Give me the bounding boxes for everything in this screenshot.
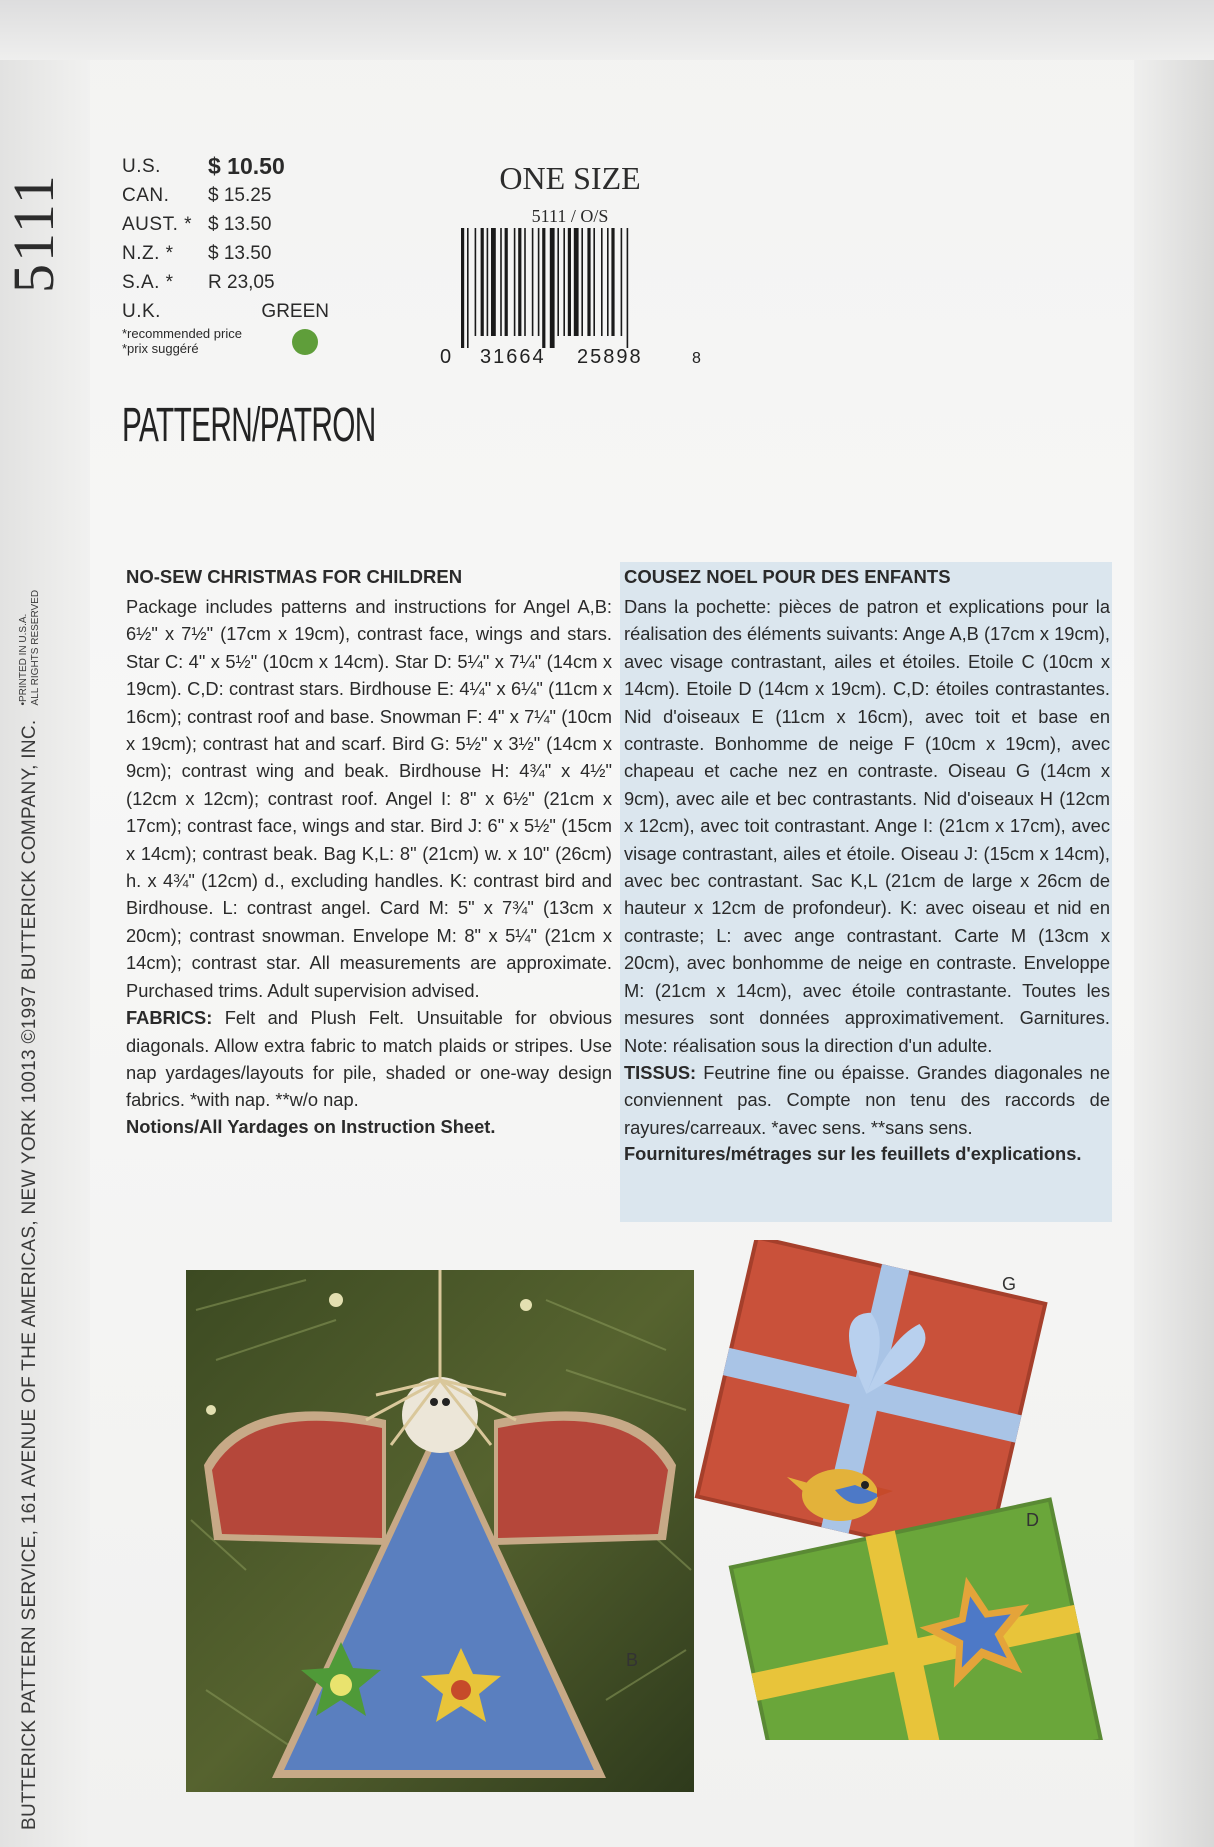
barcode-bar	[587, 228, 590, 336]
suggested-price-note: *prix suggéré	[122, 341, 199, 356]
english-notions: Notions/All Yardages on Instruction Sheet.	[126, 1115, 496, 1137]
price-value: $ 13.50	[208, 242, 272, 264]
price-row	[122, 297, 332, 326]
price-value: $ 13.50	[208, 213, 272, 235]
barcode-bar	[627, 228, 629, 348]
barcode-bar	[487, 228, 489, 336]
barcode-lead-digit: 0	[440, 346, 452, 368]
figure-letter-b: B	[626, 1650, 639, 1670]
french-title: COUSEZ NOEL POUR DES ENFANTS	[624, 566, 951, 587]
figure-letter-d: D	[1026, 1510, 1039, 1530]
price-row	[122, 239, 332, 268]
barcode-bar	[563, 228, 565, 336]
side-credit-line	[10, 390, 50, 1830]
barcode-bar	[542, 228, 545, 348]
size-code: 5111 / O/S	[531, 206, 609, 226]
barcode-bar	[538, 228, 540, 336]
fabrics-text: Felt and Plush Felt. Unsuitable for obvious diagonals. Allow extra fabric to match plaids or stripes. Use nap yardages/layouts for pile, shaded or one-way design fabrics. *with nap. **w/o nap.	[126, 1007, 612, 1111]
angel-ornament-photo	[186, 1270, 694, 1792]
side-credit-text: BUTTERICK PATTERN SERVICE, 161 AVENUE OF THE AMERICAS, NEW YORK 10013 ©1997 BUTTERICK COMPANY, INC.	[19, 719, 40, 1830]
gift-ornaments-photo	[690, 1240, 1110, 1740]
barcode-bar	[611, 228, 614, 336]
english-body: Package includes patterns and instructions for Angel A,B: 6½" x 7½" (17cm x 19cm), contrast face, wings and stars. Star C: 4" x 5½" (10cm x 14cm). Star D: 5¼" x 7¼" (14cm x 19cm). C,D: contrast stars. Birdhouse E: 4¼" x 6¼" (11cm x 16cm); contrast roof and base. Snowman F: 4" x 7¼" (10cm x 19cm); contrast hat and scarf. Bird G: 5½" x 3½" (14cm x 9cm); contrast wing and beak. Birdhouse H: 4¾" x 4½" (12cm x 12cm); contrast roof. Angel I: 8" x 6½" (21cm x 17cm); contrast face, wings and star. Bird J: 6" x 5½" (15cm x 14cm); contrast beak. Bag K,L: 8" (21cm) w. x 10" (26cm) h. x 4¾" (12cm) d., excluding handles. K: contrast bird and Birdhouse. L: contrast angel. Card M: 5" x 7¾" (13cm x 20cm); contrast snowman. Envelope M: 8" x 5¼" (21cm x 14cm); contrast star. All measurements are approximate. Purchased trims. Adult supervision advised.	[126, 596, 612, 1001]
printed-in-usa: •PRINTED IN U.S.A.	[18, 613, 29, 706]
price-country: U.K.	[122, 300, 161, 322]
price-row	[122, 210, 332, 239]
price-row	[122, 181, 332, 210]
figure-letter-g: G	[1002, 1274, 1017, 1294]
english-description	[126, 566, 612, 1140]
barcode-bar	[481, 228, 484, 336]
english-title: NO-SEW CHRISTMAS FOR CHILDREN	[126, 566, 463, 587]
price-country: AUST. *	[122, 213, 193, 235]
barcode-bar	[593, 228, 595, 336]
pattern-title: PATTERN/PATRON	[122, 399, 376, 452]
barcode-bar	[505, 228, 508, 336]
barcode-bar	[607, 228, 609, 336]
price-table	[122, 152, 332, 356]
price-value: R 23,05	[208, 271, 275, 293]
french-body: Dans la pochette: pièces de patron et explications pour la réalisation des éléments suivants: Ange A,B (17cm x 19cm), avec visage contrastant, ailes et étoiles. Etoile C (10cm x 14cm). Etoile D (14cm x 19cm). C,D: étoiles contrastantes. Nid d'oiseaux E (11cm x 16cm), avec toit et base en contraste. Bonhomme de neige F (10cm x 19cm), avec chapeau et cache nez en contraste. Oiseau G (14cm x 9cm), avec aile et bec contrastants. Nid d'oiseaux H (12cm x 12cm), avec toit contrastant. Ange I: (21cm x 17cm), avec visage contrastant, ailes et étoile. Oiseau J: (15cm x 14cm), avec bec contrastant. Sac K,L (21cm de large x 26cm de hauteur x 12cm de profondeur). K: avec oiseau et nid en contraste; L: avec ange contrastant. Carte M (13cm x 20cm), avec bonhomme de neige en contraste. Enveloppe M: (21cm x 14cm), avec étoile contrastante. Toutes les mesures sont données approximativement. Garnitures. Note: réalisation sous la direction d'un adulte.	[624, 596, 1110, 1056]
barcode-bar	[550, 228, 555, 348]
barcode-bar	[524, 228, 526, 336]
barcode-bar	[621, 228, 623, 336]
barcode-bar	[568, 228, 571, 336]
right-flap-edge	[1134, 60, 1214, 1847]
french-fabrics	[624, 1059, 1110, 1141]
barcode-check-digit: 8	[692, 350, 701, 367]
barcode-bar	[500, 228, 502, 336]
barcode-bar	[574, 228, 579, 336]
size-label: ONE SIZE	[499, 160, 641, 196]
barcode-bar	[491, 228, 496, 336]
tissus-label: TISSUS:	[624, 1061, 697, 1083]
barcode-left-digits: 31664	[480, 346, 546, 368]
tissus-text: Feutrine fine ou épaisse. Grandes diagonales ne conviennent pas. Compte non tenu des raccords de rayures/carreaux. *avec sens. **sans sens.	[624, 1061, 1110, 1138]
price-value: $ 10.50	[208, 153, 285, 179]
rights-reserved: ALL RIGHTS RESERVED	[30, 589, 41, 706]
price-value: $ 15.25	[208, 184, 272, 206]
uk-green-dot-icon	[292, 329, 318, 355]
english-fabrics	[126, 1004, 612, 1114]
side-pattern-number: 5111	[1, 173, 66, 293]
price-country: N.Z. *	[122, 242, 174, 264]
barcode-bar	[467, 228, 469, 348]
price-row	[122, 268, 332, 297]
price-value: GREEN	[261, 300, 329, 322]
price-country: CAN.	[122, 184, 170, 206]
barcode-right-digits: 25898	[577, 346, 643, 368]
barcode-bar	[581, 228, 583, 336]
french-notions: Fournitures/métrages sur les feuillets d'explications.	[624, 1143, 1082, 1165]
barcode-bar	[518, 228, 521, 336]
barcode-bar	[475, 228, 477, 336]
recommended-price-note: *recommended price	[122, 326, 242, 341]
french-description	[624, 566, 1110, 1167]
barcode-bar	[461, 228, 464, 348]
barcode-bar	[557, 228, 559, 336]
side-credit-small	[18, 590, 42, 706]
barcode-bar	[532, 228, 534, 336]
barcode-bar	[601, 228, 603, 336]
price-country: U.S.	[122, 155, 161, 177]
price-country: S.A. *	[122, 271, 174, 293]
price-row	[122, 152, 332, 181]
top-flap-edge	[0, 0, 1214, 60]
barcode-bar	[514, 228, 516, 336]
fabrics-label: FABRICS:	[126, 1007, 213, 1029]
